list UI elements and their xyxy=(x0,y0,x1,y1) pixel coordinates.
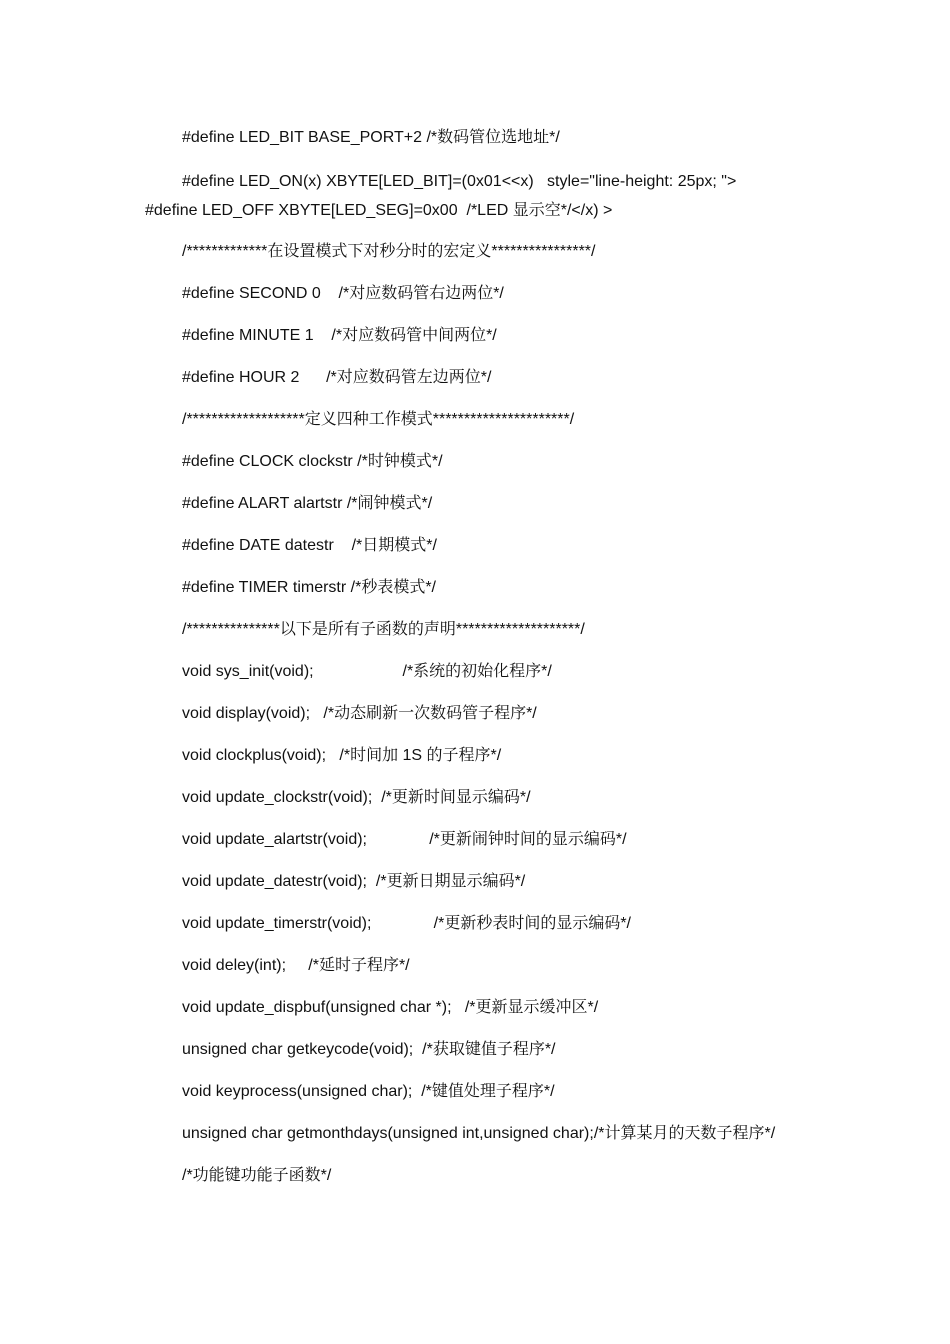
code-line-led-bit: #define LED_BIT BASE_PORT+2 /*数码管位选地址*/ xyxy=(182,129,560,146)
code-line-keyprocess: void keyprocess(unsigned char); /*键值处理子程序*/ xyxy=(182,1083,555,1100)
code-line-timer: #define TIMER timerstr /*秒表模式*/ xyxy=(182,579,436,596)
code-line-led-off: #define LED_OFF XBYTE[LED_SEG]=0x00 /*LED 显示空*/</x) > xyxy=(145,202,613,219)
code-line-update-dispbuf: void update_dispbuf(unsigned char *); /*更新显示缓冲区*/ xyxy=(182,999,599,1016)
code-line-date: #define DATE datestr /*日期模式*/ xyxy=(182,537,437,554)
comment-line-setting-macros: /*************在设置模式下对秒分时的宏定义****************/ xyxy=(182,243,596,260)
code-line-deley: void deley(int); /*延时子程序*/ xyxy=(182,957,410,974)
code-line-getkeycode: unsigned char getkeycode(void); /*获取键值子程序*/ xyxy=(182,1041,556,1058)
comment-line-work-modes: /*******************定义四种工作模式**********************/ xyxy=(182,411,575,428)
code-line-sys-init: void sys_init(void); /*系统的初始化程序*/ xyxy=(182,663,552,680)
code-line-update-datestr: void update_datestr(void); /*更新日期显示编码*/ xyxy=(182,873,526,890)
code-line-update-alartstr: void update_alartstr(void); /*更新闹钟时间的显示编码*/ xyxy=(182,831,627,848)
code-line-display: void display(void); /*动态刷新一次数码管子程序*/ xyxy=(182,705,537,722)
code-line-alart: #define ALART alartstr /*闹钟模式*/ xyxy=(182,495,433,512)
code-line-led-on: #define LED_ON(x) XBYTE[LED_BIT]=(0x01<<x) style="line-height: 25px; "> xyxy=(182,173,737,190)
code-line-update-timerstr: void update_timerstr(void); /*更新秒表时间的显示编码*/ xyxy=(182,915,631,932)
code-line-hour: #define HOUR 2 /*对应数码管左边两位*/ xyxy=(182,369,492,386)
code-line-minute: #define MINUTE 1 /*对应数码管中间两位*/ xyxy=(182,327,497,344)
comment-line-function-keys: /*功能键功能子函数*/ xyxy=(182,1167,332,1184)
code-line-getmonthdays: unsigned char getmonthdays(unsigned int,unsigned char);/*计算某月的天数子程序*/ xyxy=(182,1125,776,1142)
code-line-update-clockstr: void update_clockstr(void); /*更新时间显示编码*/ xyxy=(182,789,531,806)
code-line-clockplus: void clockplus(void); /*时间加 1S 的子程序*/ xyxy=(182,747,502,764)
code-line-clock: #define CLOCK clockstr /*时钟模式*/ xyxy=(182,453,443,470)
comment-line-declarations: /***************以下是所有子函数的声明********************/ xyxy=(182,621,585,638)
code-line-second: #define SECOND 0 /*对应数码管右边两位*/ xyxy=(182,285,504,302)
